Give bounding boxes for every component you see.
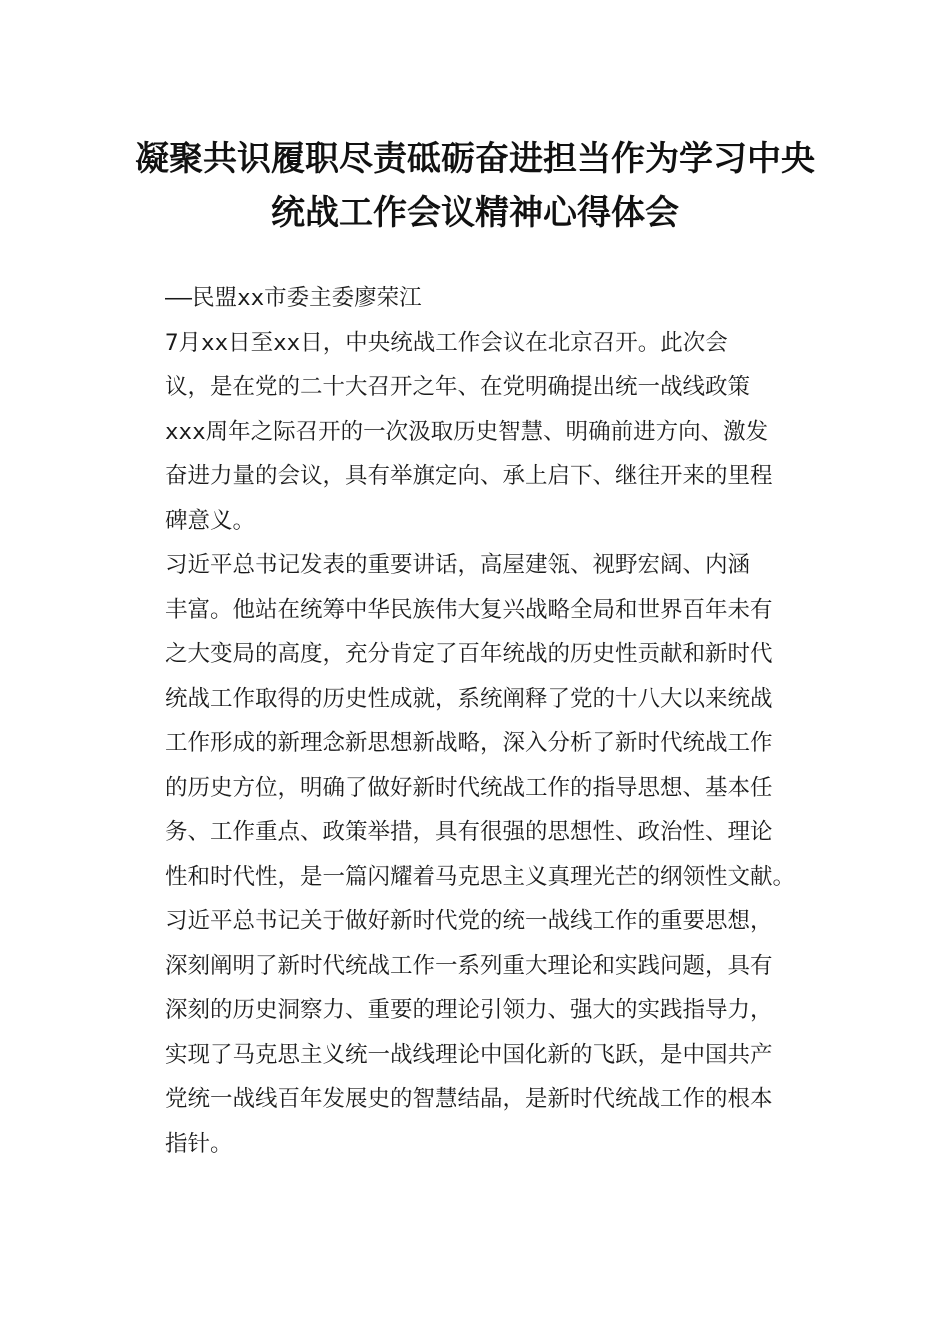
paragraph-line: 奋进力量的会议，具有举旗定向、承上启下、继往开来的里程 xyxy=(165,463,773,489)
paragraph-line: 工作形成的新理念新思想新战略，深入分析了新时代统战工作 xyxy=(165,730,773,756)
paragraph-line: 丰富。他站在统筹中华民族伟大复兴战略全局和世界百年未有 xyxy=(165,596,773,623)
paragraph-line: 实现了马克思主义统一战线理论中国化新的飞跃，是中国共产 xyxy=(165,1041,773,1068)
document-body xyxy=(120,276,832,1166)
paragraph-line: 议，是在党的二十大召开之年、在党明确提出统一战线政策 xyxy=(165,374,751,400)
paragraph-line: 之大变局的高度，充分肯定了百年统战的历史性贡献和新时代 xyxy=(165,641,773,667)
paragraph-line: 性和时代性，是一篇闪耀着马克思主义真理光芒的纲领性文献。 xyxy=(165,863,796,890)
paragraph-line: 的历史方位，明确了做好新时代统战工作的指导思想、基本任 xyxy=(165,774,773,801)
paragraph-line: 指针。 xyxy=(165,1130,233,1157)
document-title xyxy=(110,132,840,240)
paragraph-line: 习近平总书记发表的重要讲话，高屋建瓴、视野宏阔、内涵 xyxy=(165,552,751,578)
paragraph-line: 习近平总书记关于做好新时代党的统一战线工作的重要思想， xyxy=(165,908,773,934)
paragraph-line: 7月xx日至xx日，中央统战工作会议在北京召开。此次会 xyxy=(165,329,728,356)
title-line: 凝聚共识履职尽责砥砺奋进担当作为学习中央 xyxy=(135,139,815,179)
paragraph-1 xyxy=(120,321,832,544)
paragraph-line: 碑意义。 xyxy=(165,507,256,534)
byline-text: ——民盟xx市委主委廖荣江 xyxy=(165,285,422,311)
paragraph-line: 务、工作重点、政策举措，具有很强的思想性、政治性、理论 xyxy=(165,819,773,845)
title-line: 统战工作会议精神心得体会 xyxy=(271,193,679,233)
paragraph-line: 统战工作取得的历史性成就，系统阐释了党的十八大以来统战 xyxy=(165,685,773,712)
byline xyxy=(120,276,832,321)
paragraph-line: 深刻的历史洞察力、重要的理论引领力、强大的实践指导力， xyxy=(165,997,773,1023)
paragraph-line: 党统一战线百年发展史的智慧结晶，是新时代统战工作的根本 xyxy=(165,1086,773,1112)
paragraph-line: xxx周年之际召开的一次汲取历史智慧、明确前进方向、激发 xyxy=(165,418,769,445)
paragraph-2 xyxy=(120,543,832,1166)
paragraph-line: 深刻阐明了新时代统战工作一系列重大理论和实践问题，具有 xyxy=(165,952,773,979)
